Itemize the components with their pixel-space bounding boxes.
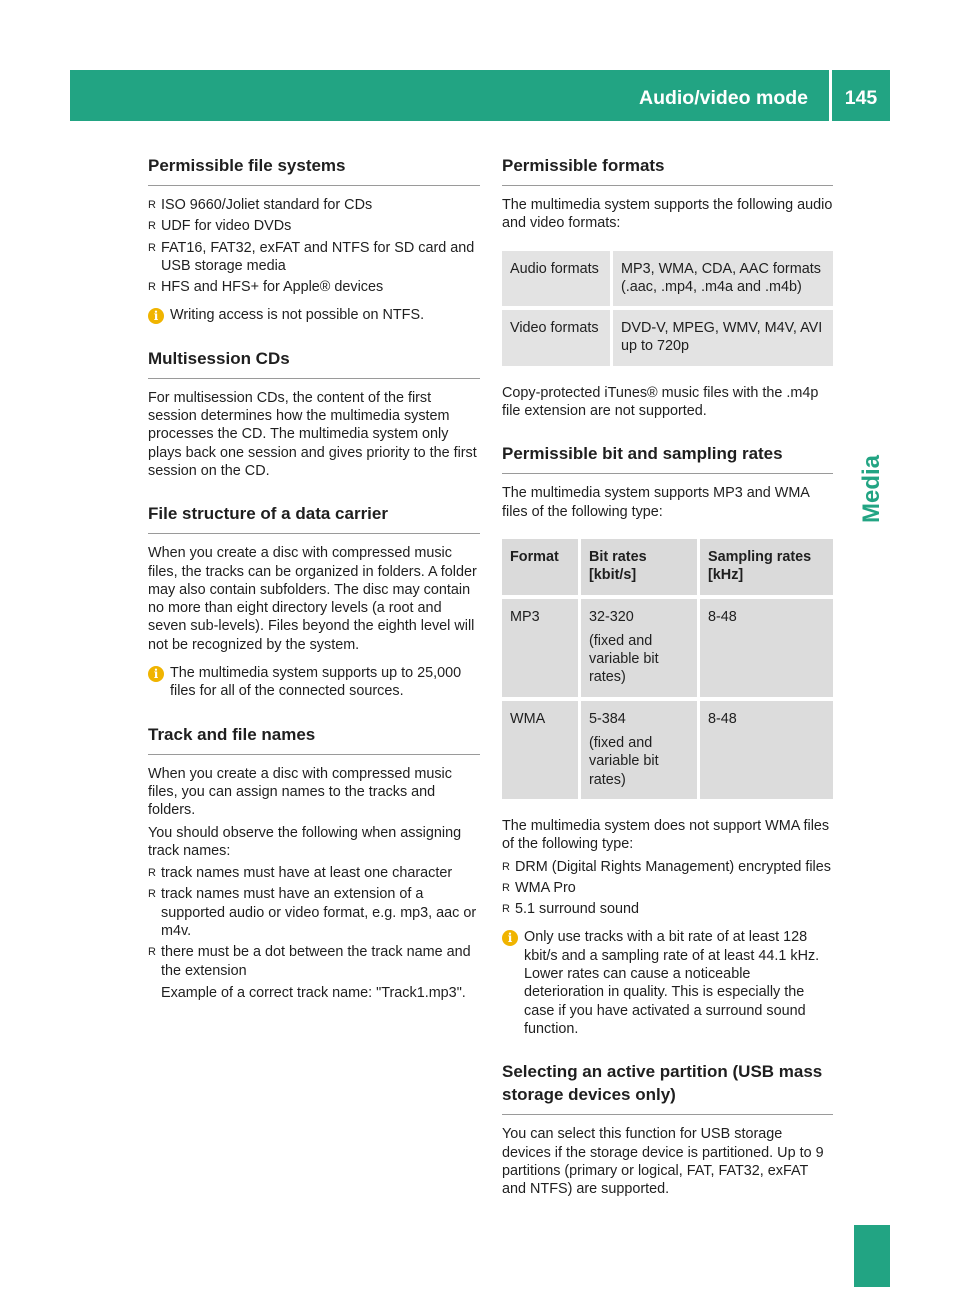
paragraph: The multimedia system supports MP3 and WMA files of the following type:	[502, 485, 810, 520]
table-cell: 8-48	[697, 599, 833, 697]
list-item: R DRM (Digital Rights Management) encrypted files	[502, 858, 831, 875]
table-cell: MP3, WMA, CDA, AAC formats (.aac, .mp4, .m4a and .m4b)	[610, 251, 833, 307]
info-note: i Writing access is not possible on NTFS.	[148, 306, 480, 324]
bullet-icon: R	[148, 888, 156, 901]
paragraph: For multisession CDs, the content of the first session determines how the multimedia system processes the CD. The multimedia system only plays back one session and gives priority to the first session on the CD.	[148, 389, 477, 479]
paragraph: You should observe the following when assigning track names:	[148, 824, 462, 859]
paragraph: Copy-protected iTunes® music files with the .m4p file extension are not supported.	[502, 384, 819, 420]
paragraph: The multimedia system does not support WMA files of the following type:	[502, 817, 830, 853]
table-row	[502, 310, 833, 366]
list-item: R there must be a dot between the track name and the extension Example of a correct track name: "Track1.mp3".	[148, 943, 480, 1002]
bullet-icon: R	[502, 860, 510, 873]
bullet-icon: R	[148, 220, 156, 233]
info-note: i Only use tracks with a bit rate of at least 128 kbit/s and a sampling rate of at least 44.1 kHz. Lower rates can cause a noticeable deterioration in quality. This is especially the case if you have activated a surround sound function.	[502, 928, 833, 1038]
paragraph: The multimedia system supports the following audio and video formats:	[502, 197, 833, 232]
info-icon: i	[148, 308, 164, 324]
right-column	[502, 150, 833, 1198]
info-icon: i	[148, 666, 164, 682]
table-row	[502, 599, 833, 697]
bullet-icon: R	[148, 946, 156, 959]
table-row	[502, 251, 833, 307]
page-number: 145	[844, 87, 878, 109]
list-item: R ISO 9660/Joliet standard for CDs	[148, 197, 373, 213]
table-cell: Audio formats	[502, 251, 610, 307]
info-note: i The multimedia system supports up to 25,000 files for all of the connected sources.	[148, 664, 480, 701]
section-partition	[502, 1056, 833, 1198]
bullet-icon: R	[148, 867, 156, 880]
bullet-icon: R	[148, 241, 156, 254]
section-title: Audio/video mode	[638, 87, 808, 109]
section-track-names	[148, 719, 480, 1003]
section-heading: Multisession CDs	[148, 343, 480, 379]
bullet-icon: R	[148, 281, 156, 294]
chapter-tab-label	[847, 434, 897, 544]
bullet-list	[148, 196, 480, 296]
table-cell: DVD-V, MPEG, WMV, M4V, AVI up to 720p	[610, 310, 833, 366]
table-cell: 5-384 (fixed and variable bit rates)	[578, 701, 697, 799]
section-file-systems	[148, 150, 480, 325]
header-bar	[70, 70, 890, 121]
table-header: Bit rates [kbit/s]	[578, 539, 697, 595]
rates-table	[502, 535, 833, 803]
example-text: Example of a correct track name: "Track1.mp3".	[161, 984, 466, 1001]
list-item: R 5.1 surround sound	[502, 901, 640, 918]
paragraph: When you create a disc with compressed music files, the tracks can be organized in folders. A folder may also contain subfolders. The disc may contain no more than eight directory levels (a root and seven sub-levels). Files beyond the eighth level will not be recognized by the system.	[148, 545, 477, 653]
list-item: R FAT16, FAT32, exFAT and NTFS for SD card and USB storage media	[148, 239, 475, 274]
list-item: R WMA Pro	[502, 879, 576, 896]
info-icon: i	[502, 930, 518, 946]
table-header: Sampling rates [kHz]	[697, 539, 833, 595]
section-heading: Track and file names	[148, 719, 480, 755]
table-cell: 32-320 (fixed and variable bit rates)	[578, 599, 697, 697]
bullet-icon: R	[148, 199, 156, 211]
chapter-label: Media	[858, 454, 885, 524]
formats-table	[502, 247, 833, 370]
section-heading: Permissible bit and sampling rates	[502, 438, 833, 474]
paragraph: You can select this function for USB storage devices if the storage device is partitioned. Up to 9 partitions (primary or logical, FAT, FAT32, exFAT and NTFS) are supported.	[502, 1126, 824, 1198]
chapter-marker	[854, 1225, 890, 1287]
section-heading: Permissible file systems	[148, 150, 480, 186]
table-cell: 8-48	[697, 701, 833, 799]
list-item: R HFS and HFS+ for Apple® devices	[148, 279, 384, 296]
section-file-structure	[148, 498, 480, 700]
bullet-list	[148, 864, 480, 1002]
list-item: R track names must have an extension of a supported audio or video format, e.g. mp3, aac or m4v.	[148, 886, 477, 940]
left-column	[148, 150, 480, 1005]
section-multisession	[148, 343, 480, 480]
section-formats	[502, 150, 833, 420]
table-row	[502, 701, 833, 799]
section-heading: File structure of a data carrier	[148, 498, 480, 534]
table-cell: WMA	[502, 701, 578, 799]
section-heading: Selecting an active partition (USB mass storage devices only)	[502, 1056, 833, 1115]
section-rates	[502, 438, 833, 1038]
table-header: Format	[502, 539, 578, 595]
section-heading: Permissible formats	[502, 150, 833, 186]
list-item: R UDF for video DVDs	[148, 218, 292, 235]
list-item: R track names must have at least one character	[148, 865, 453, 882]
table-cell: Video formats	[502, 310, 610, 366]
table-header-row	[502, 539, 833, 595]
table-cell: MP3	[502, 599, 578, 697]
paragraph: When you create a disc with compressed music files, you can assign names to the tracks and folders.	[148, 765, 452, 819]
bullet-list	[502, 858, 833, 919]
bullet-icon: R	[502, 903, 510, 916]
bullet-icon: R	[502, 881, 510, 894]
